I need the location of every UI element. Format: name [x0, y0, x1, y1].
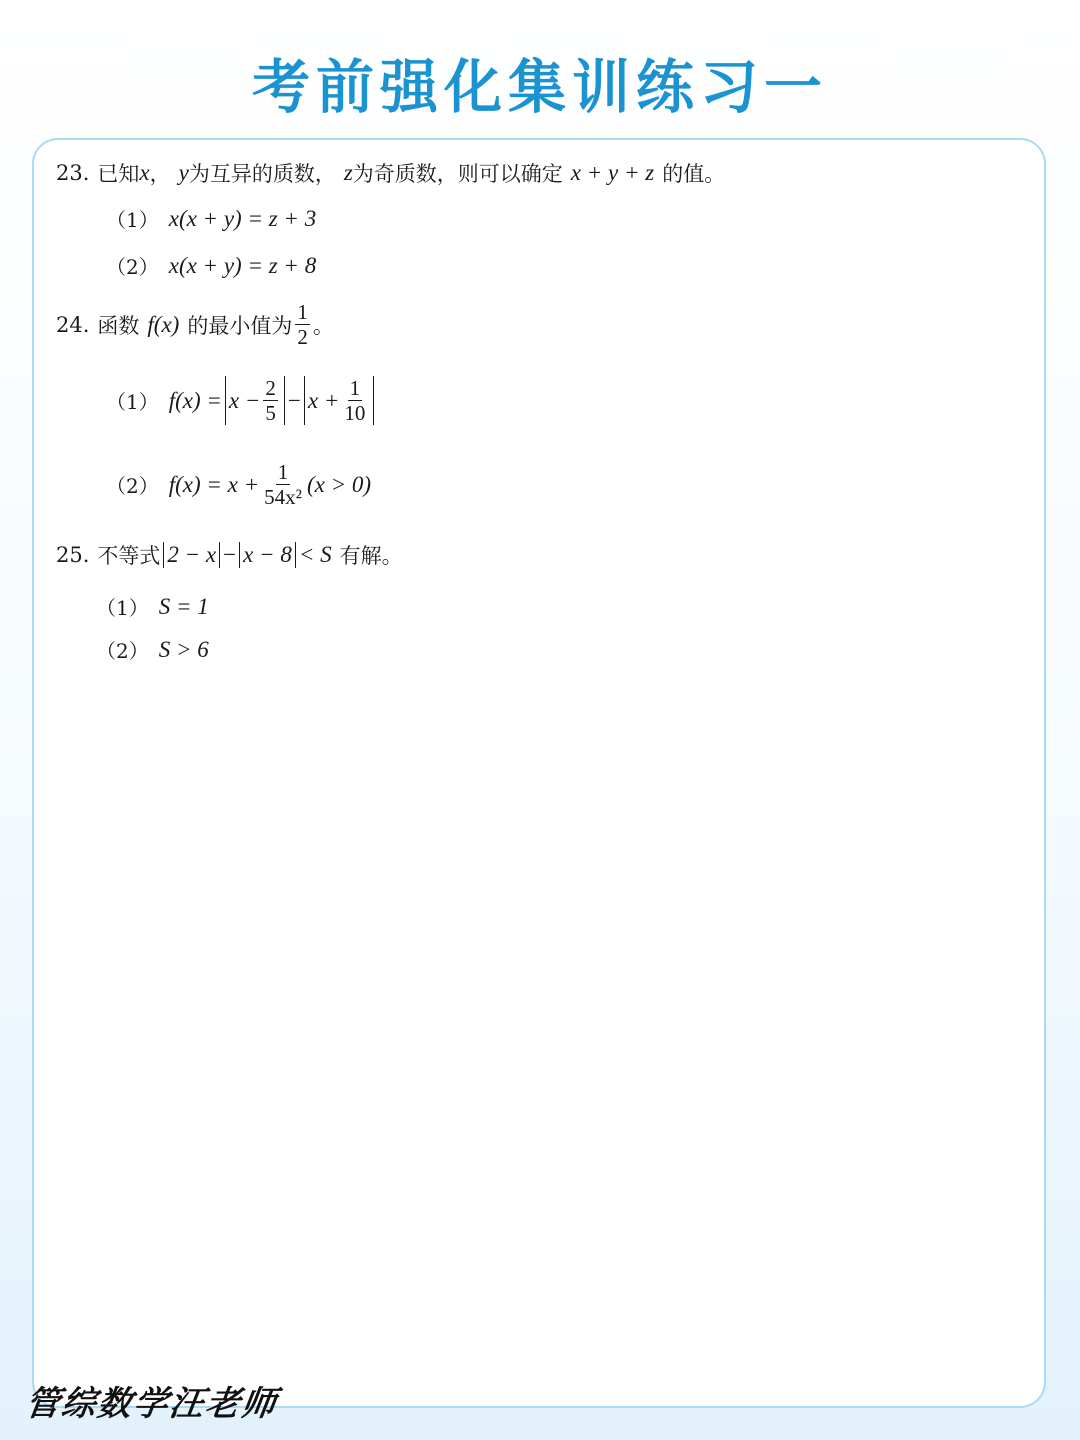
question-25-condition-2: （2） S > 6 — [96, 636, 209, 663]
question-24-stem: 24. 函数 f(x) 的最小值为 $\frac{1}{2}$ 。 — [56, 300, 334, 350]
author-signature: 管综数学汪老师 — [22, 1384, 281, 1424]
question-25-condition-1: （1） S = 1 — [96, 593, 209, 620]
question-25-stem: 25. 不等式 2 − x − x − 8 < S 有解。 — [56, 542, 403, 568]
page-title: 考前强化集训练习一 — [251, 53, 828, 121]
question-23-stem: 23. 已知 x ， y 为互异的质数， z 为奇质数，则可以确定 x + y + z 的值。 — [56, 160, 726, 186]
question-card — [32, 138, 1046, 1408]
absolute-value: 2 − x — [163, 542, 220, 568]
absolute-value: x − $\frac{2}{5}$ — [225, 376, 285, 425]
absolute-value: x − 8 — [239, 542, 296, 568]
question-23-condition-1: （1） x(x + y) = z + 3 — [106, 205, 317, 232]
absolute-value: x + $\frac{1}{10}$ — [304, 376, 374, 425]
fraction: $\frac{1}{2}$ — [297, 300, 308, 350]
question-24-condition-1: （1） f(x) = x − $\frac{2}{5}$ − x + $\frac{1}{10}$ — [106, 376, 377, 425]
question-24-condition-2: （2） f(x) = x + $\frac{1}{\text{54x²}}$ (x > 0) — [106, 460, 372, 510]
question-number: 24. — [56, 312, 90, 337]
question-23-condition-2: （2） x(x + y) = z + 8 — [106, 252, 317, 279]
question-number: 25. — [56, 543, 90, 567]
question-number: 23. — [56, 161, 90, 185]
